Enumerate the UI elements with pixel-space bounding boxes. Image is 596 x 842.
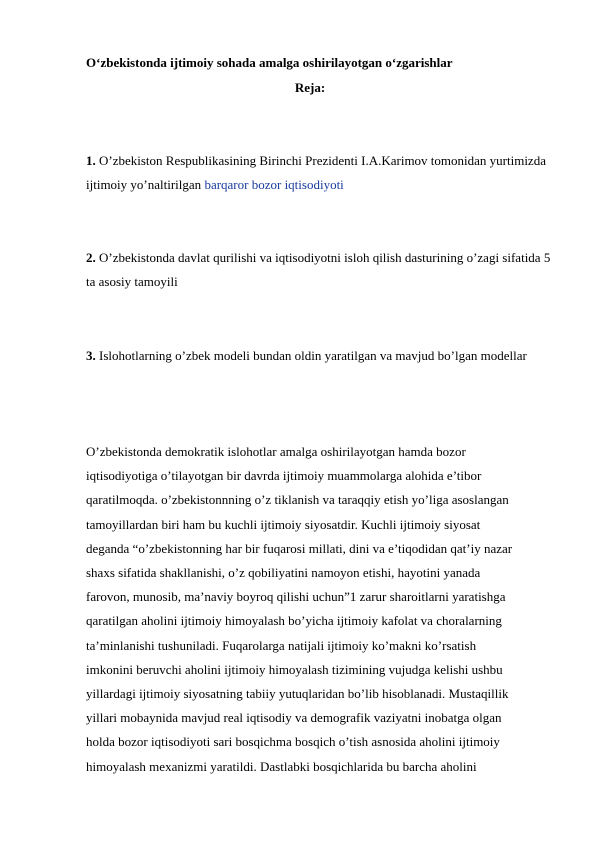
- plan-item-3: [86, 344, 556, 368]
- plan-item-1: [86, 149, 556, 196]
- plan-heading: Reja:: [294, 80, 326, 95]
- plan-item-number: 2.: [86, 250, 96, 265]
- document-title: O‘zbekistonda ijtimoiy sohada amalga oshirilayotgan o‘zgarishlar: [86, 55, 453, 70]
- plan-item-text: O’zbekistonda davlat qurilishi va iqtisodiyotni isloh qilish dasturining o’zagi sifatida 5 ta asosiy tamoyili: [86, 250, 551, 289]
- plan-item-2: [86, 246, 556, 293]
- body-paragraph: O’zbekistonda demokratik islohotlar amalga oshirilayotgan hamda bozor iqtisodiyotiga o’tilayotgan bir davrda ijtimoiy muammolarga alohida e’tibor qaratilmoqda. o’zbekistonnning o’z tiklanish va taraqqiy etish yo’liga asoslangan tamoyillardan biri ham bu kuchli ijtimoiy siyosatdir. Kuchli ijtimoiy siyosat deganda “o’zbekistonning har bir fuqarosi millati, dini va e’tiqodidan qat’iy nazar shaxs sifatida shakllanishi, o’z qobiliyatini namoyon etishi, hayotini yanada farovon, munosib, ma’naviy boyroq qilishi uchun”1 zarur sharoitlarni yaratishga qaratilgan aholini ijtimoiy himoyalash bo’yicha ijtimoiy kafolat va choralarning ta’minlanishi tushuniladi. Fuqarolarga natijali ijtimoiy ko’makni ko’rsatish imkonini beruvchi aholini ijtimoiy himoyalash tizimining vujudga kelishi ushbu yillardagi ijtimoiy siyosatning tabiiy yutuqlaridan bo’lib hisoblanadi. Mustaqillik yillari mobaynida mavjud real iqtisodiy va demografik vaziyatni inobatga olgan holda bozor iqtisodiyoti sari bosqichma bosqich o’tish asnosida aholini ijtimoiy himoyalash mexanizmi yaratildi. Dastlabki bosqichlarida bu barcha aholini: [86, 444, 513, 774]
- plan-item-text: O’zbekiston Respublikasining Birinchi Prezidenti I.A.Karimov tomonidan yurtimizda ijtimoiy yo’naltirilgan: [86, 153, 546, 192]
- plan-item-link[interactable]: barqaror bozor iqtisodiyoti: [204, 176, 344, 192]
- plan-item-number: 3.: [86, 348, 96, 363]
- plan-item-number: 1.: [86, 153, 96, 168]
- plan-item-text: Islohotlarning o’zbek modeli bundan oldin yaratilgan va mavjud bo’lgan modellar: [95, 348, 527, 363]
